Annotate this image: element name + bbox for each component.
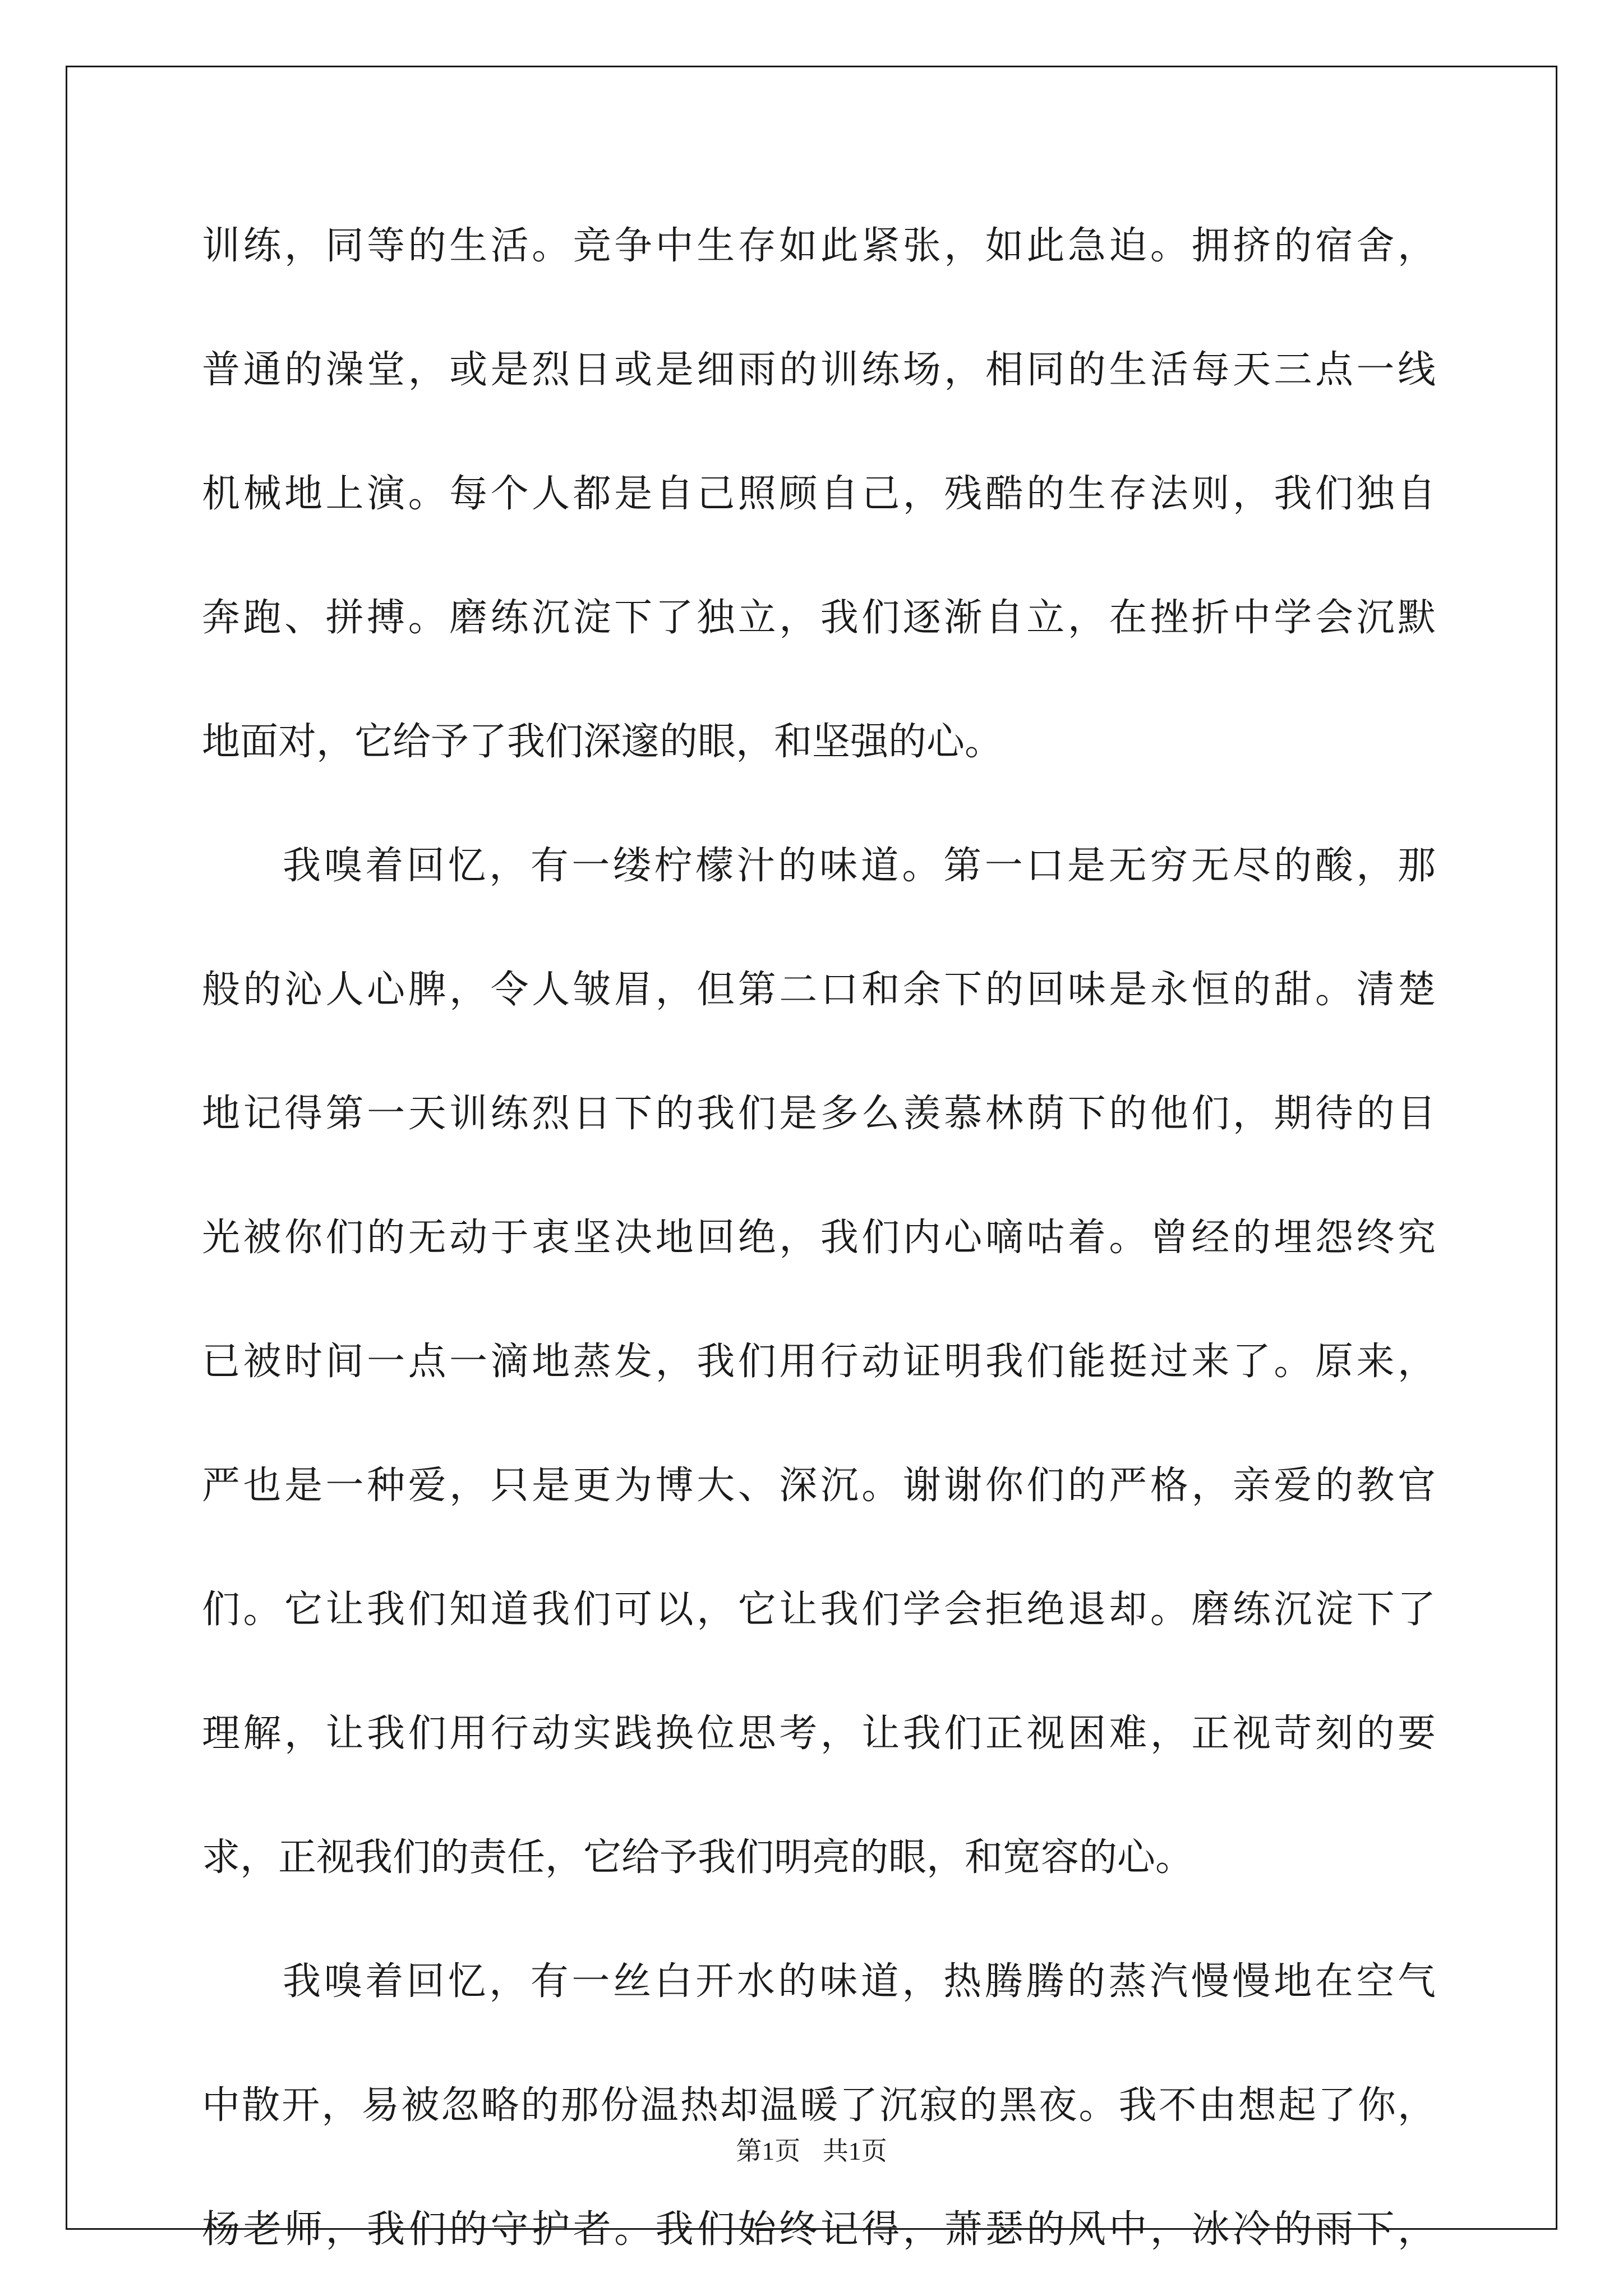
text-line: 杨老师，我们的守护者。我们始终记得，萧瑟的风中，冰冷的雨下， xyxy=(202,2207,1436,2252)
text-line: 般的沁人心脾，令人皱眉，但第二口和余下的回味是永恒的甜。清楚 xyxy=(202,968,1436,1012)
page-number-total: 共1页 xyxy=(822,2137,887,2165)
text-line: 我嗅着回忆，有一缕柠檬汁的味道。第一口是无穷无尽的酸，那 xyxy=(283,844,1436,888)
page-number-current: 第1页 xyxy=(736,2137,801,2165)
text-line: 们。它让我们知道我们可以，它让我们学会拒绝退却。磨练沉淀下了 xyxy=(202,1588,1436,1632)
text-line: 地面对，它给予了我们深邃的眼，和坚强的心。 xyxy=(202,720,1003,764)
document-body xyxy=(202,184,1436,2292)
text-line: 求，正视我们的责任，它给予我们明亮的眼，和宽容的心。 xyxy=(202,1835,1194,1880)
text-line: 机械地上演。每个人都是自己照顾自己，残酷的生存法则，我们独自 xyxy=(202,472,1436,516)
page-footer xyxy=(0,2131,1623,2168)
text-line: 我嗅着回忆，有一丝白开水的味道，热腾腾的蒸汽慢慢地在空气 xyxy=(283,1959,1436,2004)
text-line: 理解，让我们用行动实践换位思考，让我们正视困难，正视苛刻的要 xyxy=(202,1711,1436,1756)
text-line: 已被时间一点一滴地蒸发，我们用行动证明我们能挺过来了。原来， xyxy=(202,1340,1436,1384)
text-line: 普通的澡堂，或是烈日或是细雨的训练场，相同的生活每天三点一线 xyxy=(202,348,1436,392)
text-line: 中散开，易被忽略的那份温热却温暖了沉寂的黑夜。我不由想起了你， xyxy=(202,2083,1436,2128)
text-line: 训练，同等的生活。竞争中生存如此紧张，如此急迫。拥挤的宿舍， xyxy=(202,224,1436,268)
text-line: 光被你们的无动于衷坚决地回绝，我们内心嘀咕着。曾经的埋怨终究 xyxy=(202,1216,1436,1260)
text-line: 地记得第一天训练烈日下的我们是多么羡慕林荫下的他们，期待的目 xyxy=(202,1092,1436,1136)
text-line: 严也是一种爱，只是更为博大、深沉。谢谢你们的严格，亲爱的教官 xyxy=(202,1464,1436,1508)
text-line: 奔跑、拼搏。磨练沉淀下了独立，我们逐渐自立，在挫折中学会沉默 xyxy=(202,596,1436,640)
